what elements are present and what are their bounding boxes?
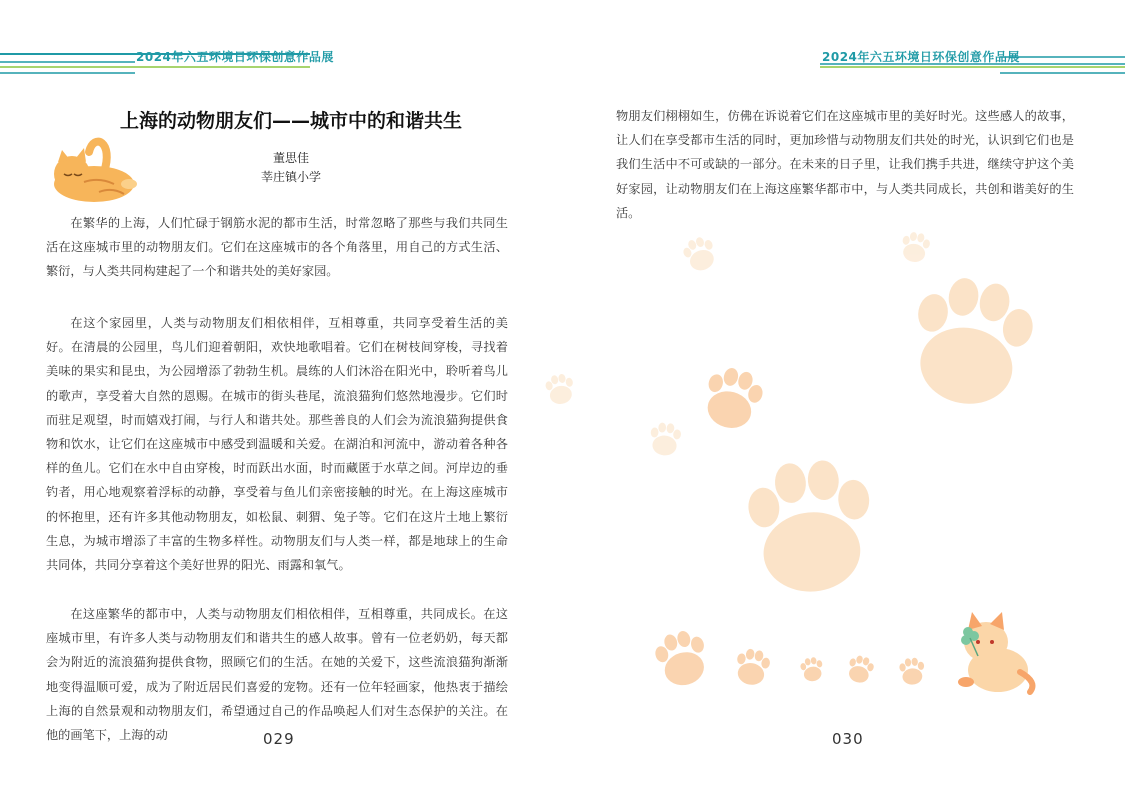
paragraph-text: 在繁华的上海，人们忙碌于钢筋水泥的都市生活，时常忽略了那些与我们共同生活在这座城市里的动物朋友们。它们在这座城市的各个角落里，用自己的方式生活、繁衍，与人类共同构建起了一个和谐共处的美好家园。 <box>46 216 508 279</box>
article-title: 上海的动物朋友们——城市中的和谐共生 <box>119 110 462 132</box>
header-title-left: 2024年六五环境日环保创意作品展 <box>136 50 334 64</box>
page-number-right: 030 <box>832 730 864 748</box>
paragraph-1 <box>46 211 508 284</box>
paragraph-text: 物朋友们栩栩如生，仿佛在诉说着它们在这座城市里的美好时光。这些感人的故事，让人们在享受都市生活的同时，更加珍惜与动物朋友们共处的时光，认识到它们也是我们生活中不可或缺的一部分。在未来的日子里，让我们携手共进，继续守护这个美好家园，让动物朋友们在上海这座繁华都市中，与人类共同成长，共创和谐美好的生活。 <box>616 109 1074 220</box>
page-number-left: 029 <box>263 730 295 748</box>
school-name: 莘庄镇小学 <box>260 170 321 184</box>
author-name: 董思佳 <box>272 151 309 165</box>
paragraph-text: 在这个家园里，人类与动物朋友们相依相伴，互相尊重，共同享受着生活的美好。在清晨的公园里，鸟儿们迎着朝阳，欢快地歌唱着。它们在树枝间穿梭，寻找着美味的果实和昆虫，为公园增添了勃勃生机。晨练的人们沐浴在阳光中，聆听着鸟儿的歌声，享受着大自然的恩赐。在城市的街头巷尾，流浪猫狗们悠然地漫步。它们时而驻足观望，时而嬉戏打闹，与行人和谐共处。那些善良的人们会为流浪猫狗提供食物和饮水，让它们在这座城市中感受到温暖和关爱。在湖泊和河流中，游动着各种各样的鱼儿。它们在水中自由穿梭，时而跃出水面，时而藏匿于水草之间。河岸边的垂钓者，用心地观察着浮标的动静，享受着与鱼儿们亲密接触的时光。在上海这座城市的怀抱里，还有许多其他动物朋友，如松鼠、刺猬、兔子等。它们在这片土地上繁衍生息，为城市增添了丰富的生物多样性。动物朋友们与人类一样，都是地球上的生命共同体，共同分享着这个美好世界的阳光、雨露和氧气。 <box>46 316 508 573</box>
right-page <box>562 0 1125 793</box>
paragraph-2 <box>46 311 508 577</box>
paragraph-text: 在这座繁华的都市中，人类与动物朋友们相依相伴，互相尊重，共同成长。在这座城市里，有许多人类与动物朋友们和谐共生的感人故事。曾有一位老奶奶，每天都会为附近的流浪猫狗提供食物，照顾它们的生活。在她的关爱下，这些流浪猫狗渐渐地变得温顺可爱，成为了附近居民们喜爱的宠物。还有一位年轻画家，他热衷于描绘上海的自然景观和动物朋友们，希望通过自己的作品唤起人们对生态保护的关注。在他的画笔下，上海的动 <box>46 607 508 743</box>
paragraph-continued <box>616 104 1074 225</box>
header-title-right: 2024年六五环境日环保创意作品展 <box>822 50 1020 64</box>
left-page <box>0 0 562 793</box>
paragraph-3 <box>46 602 508 747</box>
